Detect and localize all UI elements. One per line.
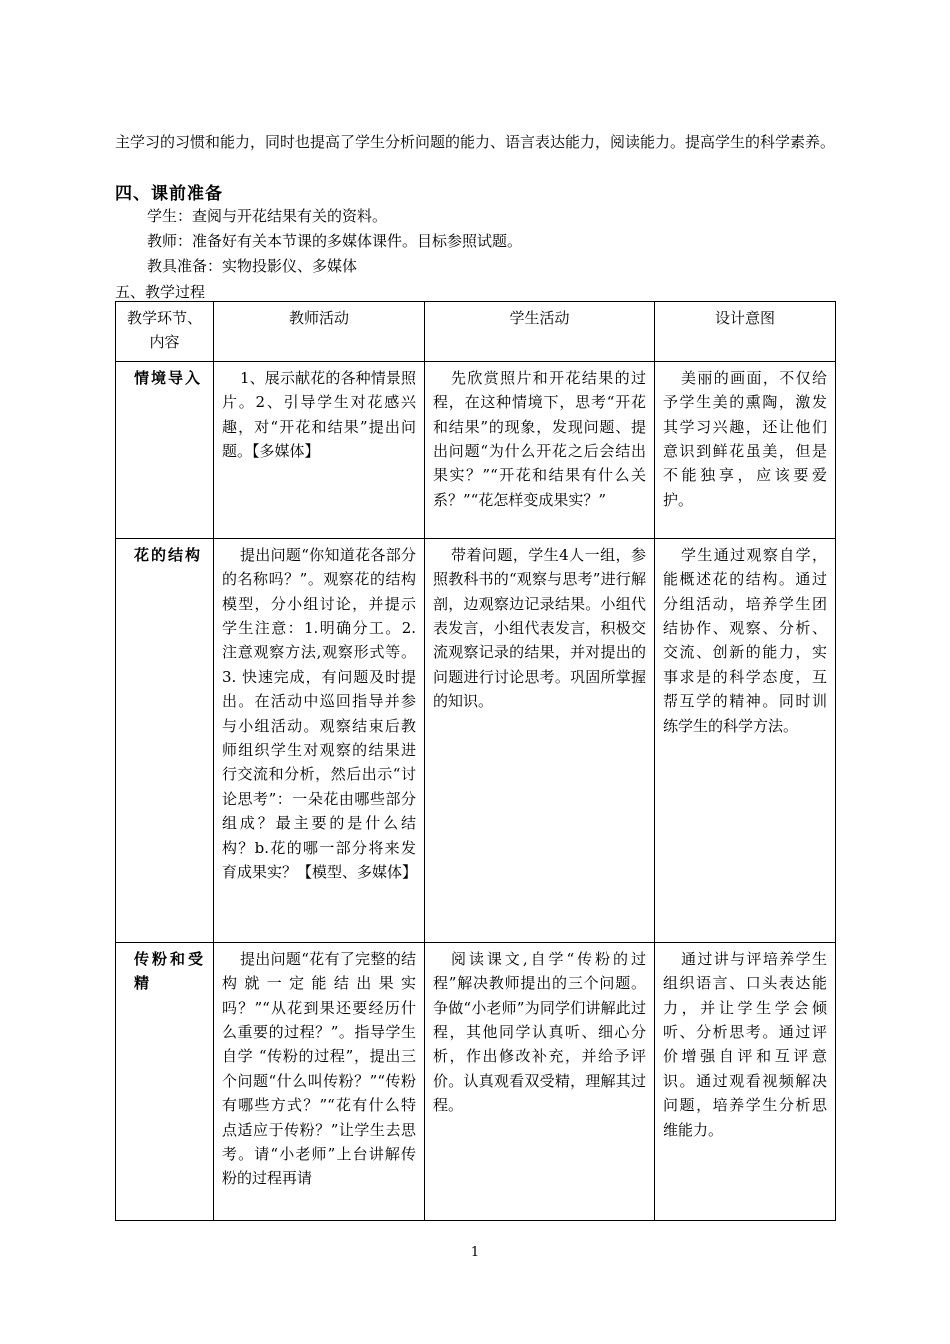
stage-cell: 花的结构 bbox=[116, 538, 214, 942]
stage-cell: 情境导入 bbox=[116, 361, 214, 538]
stage-cell: 传粉和受精 bbox=[116, 942, 214, 1220]
teacher-activity-cell: 提出问题“你知道花各部分的名称吗？”。观察花的结构模型，分小组讨论，并提示学生注意：1.明确分工。2. 注意观察方法,观察形式等。3. 快速完成，有问题及时提出。在活动中巡回指导并参与小组活动。观察结束后教师组织学生对观察的结果进行交流和分析，然后出示“讨论思考”：一朵花由哪些部分组成？最主要的是什么结构？b.花的哪一部分将来发育成果实？【模型、多媒体】 bbox=[214, 538, 425, 942]
teaching-process-table bbox=[115, 301, 836, 1221]
header-teacher: 教师活动 bbox=[214, 302, 425, 362]
table-row bbox=[116, 538, 836, 942]
table-row bbox=[116, 361, 836, 538]
table-row bbox=[116, 942, 836, 1220]
teacher-activity-cell: 1、展示献花的各种情景照片。2、引导学生对花感兴趣，对“开花和结果”提出问题。【多媒体】 bbox=[214, 361, 425, 538]
prep-item-tools: 教具准备：实物投影仪、多媒体 bbox=[147, 257, 358, 275]
table-header-row bbox=[116, 302, 836, 362]
design-intent-cell: 美丽的画面，不仅给予学生美的熏陶，激发其学习兴趣，还让他们意识到鲜花虽美，但是不能独享，应该要爱护。 bbox=[655, 361, 836, 538]
design-intent-cell: 通过讲与评培养学生组织语言、口头表达能力，并让学生学会倾听、分析思考。通过评价增强自评和互评意识。通过观看视频解决问题，培养学生分析思维能力。 bbox=[655, 942, 836, 1220]
teacher-activity-cell: 提出问题“花有了完整的结构就一定能结出果实吗？”“从花到果还要经历什么重要的过程？”。指导学生自学 “传粉的过程”，提出三个问题“什么叫传粉？”“传粉有哪些方式？”“花有什么特点适应于传粉？”让学生去思考。请“小老师”上台讲解传粉的过程再请 bbox=[214, 942, 425, 1220]
prep-item-student: 学生：查阅与开花结果有关的资料。 bbox=[147, 207, 388, 225]
page-number: 1 bbox=[470, 1245, 480, 1260]
section4-heading: 四、课前准备 bbox=[115, 184, 223, 204]
student-activity-cell: 先欣赏照片和开花结果的过程，在这种情境下，思考“开花和结果”的现象，发现问题、提出问题“为什么开花之后会结出果实？”“开花和结果有什么关系？”“花怎样变成果实？” bbox=[425, 361, 655, 538]
section5-heading: 五、教学过程 bbox=[115, 283, 206, 301]
design-intent-cell: 学生通过观察自学，能概述花的结构。通过分组活动，培养学生团结协作、观察、分析、交流、创新的能力，实事求是的科学态度，互帮互学的精神。同时训练学生的科学方法。 bbox=[655, 538, 836, 942]
prep-item-teacher: 教师：准备好有关本节课的多媒体课件。目标参照试题。 bbox=[147, 232, 523, 250]
intro-paragraph: 主学习的习惯和能力，同时也提高了学生分析问题的能力、语言表达能力，阅读能力。提高学生的科学素养。 bbox=[115, 133, 836, 151]
student-activity-cell: 阅读课文,自学“传粉的过程”解决教师提出的三个问题。争做“小老师”为同学们讲解此过程，其他同学认真听、细心分析，作出修改补充，并给予评价。认真观看双受精，理解其过程。 bbox=[425, 942, 655, 1220]
header-student: 学生活动 bbox=[425, 302, 655, 362]
student-activity-cell: 带着问题，学生4人一组，参照教科书的“观察与思考”进行解剖，边观察边记录结果。小组代表发言，小组代表发言，积极交流观察记录的结果，并对提出的问题进行讨论思考。巩固所掌握的知识。 bbox=[425, 538, 655, 942]
header-stage: 教学环节、内容 bbox=[116, 302, 214, 362]
header-intent: 设计意图 bbox=[655, 302, 836, 362]
